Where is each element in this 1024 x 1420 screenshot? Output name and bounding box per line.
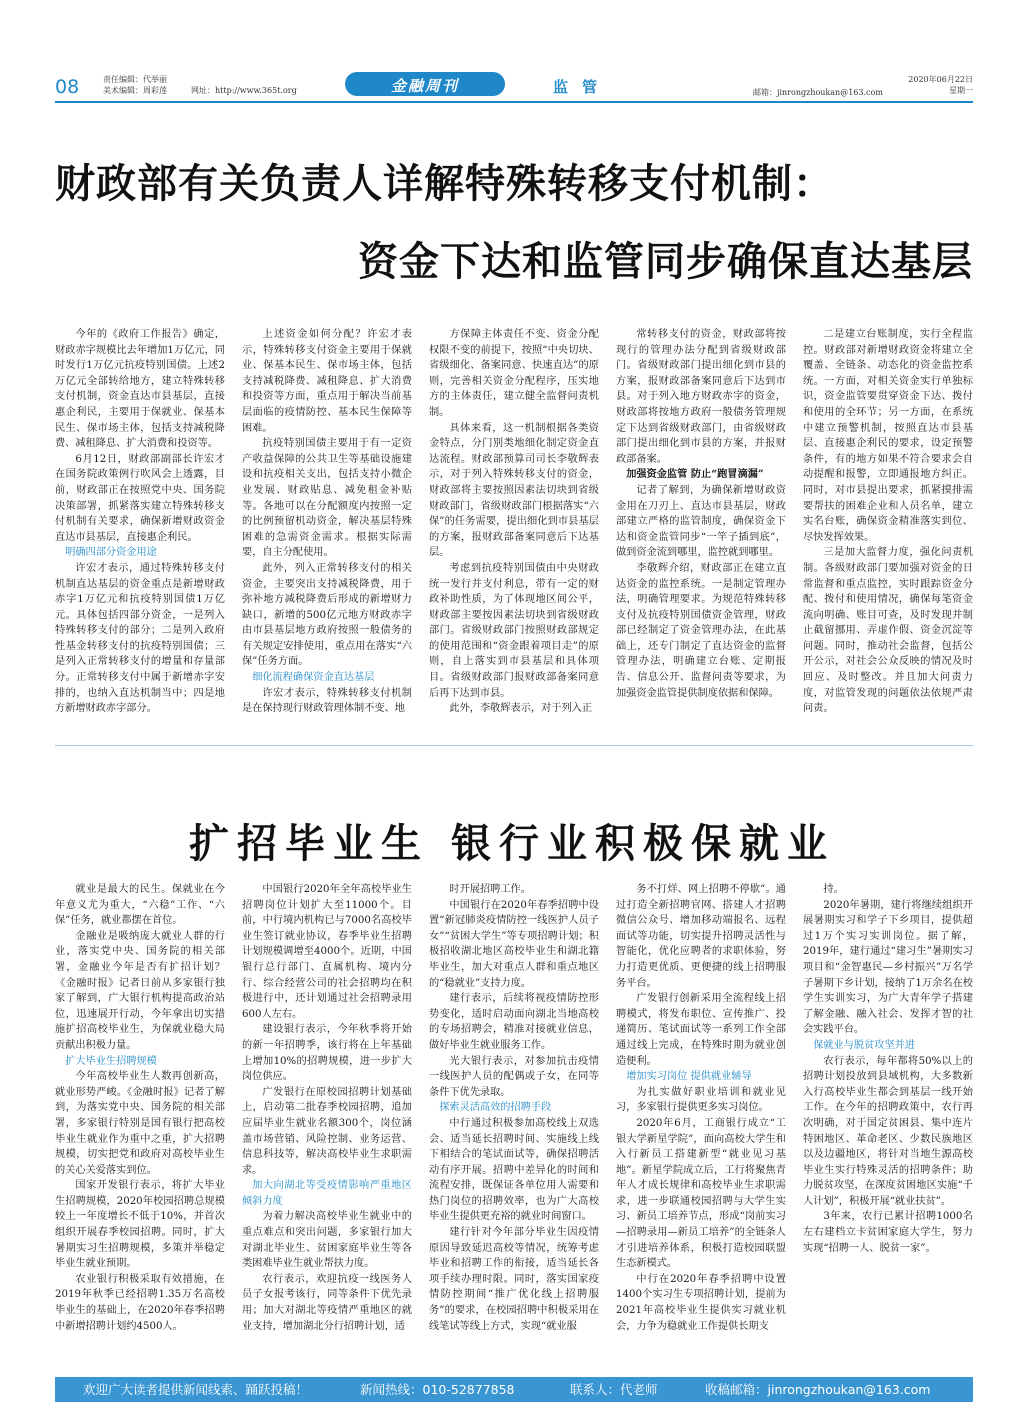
subheading: 探索灵活高效的招聘手段 [439, 1102, 552, 1114]
paragraph: 李敬辉介绍，财政部正在建立直达资金的监控系统。一是制定管理办法，明确管理要求。为规范特殊转移支付及抗疫特别国债资金管理，财政部已经制定了资金管理办法，在此基础上，还专门制定了直达资金的监督管理办法，明确建立台账、定期报告、信息公开、监督问责等要求，为加强资金监管提供制度依据和保障。 [616, 562, 786, 699]
paragraph: 农业银行积极采取有效措施，在2019年秋季已经招聘1.35万名高校毕业生的基础上，在2020年春季招聘中新增招聘计划约4500人。 [55, 1273, 225, 1332]
footer-hotline: 新闻热线：010-52877858 [360, 1382, 515, 1397]
column-2 [242, 327, 412, 727]
article1-title-line1: 财政部有关负责人详解特殊转移支付机制： [55, 160, 834, 207]
paragraph: 中行通过积极参加高校线上双选会、适当延长招聘时间、实施线上线下相结合的笔试面试等，确保招聘活动有序开展。招聘中差异化的时间和流程安排，既保证各单位用人需要和热门岗位的招聘效率，也为广大高校毕业生提供更充裕的就业时间窗口。 [429, 1117, 599, 1223]
paragraph: 中国银行在2020年春季招聘中设置“新冠肺炎疫情防控一线医护人员子女”“贫困大学生”等专项招聘计划；积极招收湖北地区高校毕业生和湖北籍毕业生，加大对重点人群和重点地区的“稳就业”支持力度。 [429, 899, 599, 989]
paragraph: 考虑到抗疫特别国债由中央财政统一发行并支付利息，带有一定的财政补助性质，为了体现地区间公平，财政部主要按因素法切块到省级财政部门。省级财政部门按照财政部规定的使用范围和“资金跟着项目走”的原则，自上落实到市县基层和具体项目。省级财政部门报财政部备案同意后再下达到市县。 [429, 562, 599, 699]
article2-body [55, 882, 973, 1358]
paragraph: 广发银行在原校园招聘计划基础上，启动第二批春季校园招聘，追加应届毕业生就业名额300个，岗位涵盖市场营销、风险控制、业务运营、信息科技等，解决高校毕业生求职需求。 [242, 1086, 412, 1176]
header-rule [55, 101, 973, 103]
date: 2020年06月22日 [908, 75, 973, 84]
article1-body [55, 327, 973, 727]
paragraph: 国家开发银行表示，将扩大毕业生招聘规模，2020年校园招聘总规模较上一年度增长不低于10%，并首次组织开展春季校园招聘。同时，扩大暑期实习生招聘规模，多策并举稳定毕业生就业预期。 [55, 1180, 225, 1270]
paragraph: 此外，李敬辉表示，对于列入正 [449, 703, 593, 715]
paragraph: 中国银行2020年全年高校毕业生招聘岗位计划扩大至11000个。目前，中行境内机构已与7000名高校毕业生签订就业协议，春季毕业生招聘计划规模调增至4000个。近期，中国银行总行部门、直属机构、境内分行、综合经营公司的社会招聘均在积极进行中，还计划通过社会招聘录用600人左右。 [242, 884, 412, 1020]
subheading: 加大向湖北等受疫情影响严重地区倾斜力度 [242, 1180, 412, 1207]
paragraph: 3年来，农行已累计招聘1000名左右建档立卡贫困家庭大学生，努力实现“招聘一人、脱贫一家”。 [803, 1211, 973, 1254]
paragraph: 常转移支付的资金，财政部将按现行的管理办法分配到省级财政部门。省级财政部门提出细化到市县的方案，报财政部备案同意后下达到市县。对于列入地方财政赤字的资金，财政部将按地方政府一般债务管理规定下达到省级财政部门，由省级财政部门提出细化到市县的方案，并报财政部备案。 [616, 329, 786, 465]
column-1 [55, 882, 225, 1358]
paragraph: 今年高校毕业生人数再创新高，就业形势严峻。《金融时报》记者了解到，为落实党中央、国务院的相关部署，多家银行特别是国有银行把高校毕业生就业作为重中之重，扩大招聘规模，切实把党和政府对高校毕业生的关心关爱落实到位。 [55, 1071, 225, 1176]
subheading: 增加实习岗位 提供就业辅导 [626, 1071, 752, 1083]
subheading: 明确四部分资金用途 [65, 547, 157, 559]
column-4 [616, 327, 786, 727]
column-3 [429, 882, 599, 1358]
paragraph: 农行表示，欢迎抗疫一线医务人员子女报考该行，同等条件下优先录用；加大对湖北等疫情严重地区的就业支持，增加湖北分行招聘计划，适 [242, 1273, 412, 1332]
paper-name-banner [345, 72, 505, 96]
subheading: 加强资金监管 防止“跑冒滴漏” [626, 468, 764, 481]
paragraph: 2020年6月，工商银行成立“工银大学新星学院”，面向高校大学生和入行新员工搭建新型“就业见习基地”。新星学院成立后，工行将聚焦青年人才成长规律和高校毕业生求职需求，进一步联通校园招聘与大学生实习、新员工培养节点，形成“岗前实习—招聘录用—新员工培养”的全链条人才引进培养体系，积极打造校园联盟生态新模式。 [616, 1117, 786, 1270]
article-divider [55, 745, 973, 746]
subheading: 扩大毕业生招聘规模 [65, 1055, 157, 1067]
article1-title-line2: 资金下达和监管同步确保直达基层 [358, 238, 973, 285]
paragraph: 2020年暑期，建行将继续组织开展暑期实习和学子下乡项目，提供超过1万个实习实训岗位。据了解，2019年，建行通过“建习生”暑期实习项目和“金智惠民—乡村振兴”万名学子暑期下乡计划，接纳了1万余名在校学生实训实习，为广大青年学子搭建了解金融、融入社会、发挥才智的社会实践平台。 [803, 899, 973, 1036]
paragraph: 此外，列入正常转移支付的相关资金，主要突出支持减税降费，用于弥补地方减税降费后形成的新增财力缺口，新增的500亿元地方财政赤字由市县基层地方政府按照一般债务的有关规定安排使用，重点用在落实“六保”任务方面。 [242, 562, 412, 668]
editor-info [103, 74, 167, 96]
paragraph: 建设银行表示，今年秋季将开始的新一年招聘季，该行将在上年基础上增加10%的招聘规模，进一步扩大岗位供应。 [242, 1024, 412, 1083]
footer-contact: 联系人：代老师 [570, 1382, 658, 1397]
paragraph: 今年的《政府工作报告》确定，财政赤字规模比去年增加1万亿元，同时发行1万亿元抗疫特别国债。上述2万亿元全部转给地方，建立特殊转移支付机制，资金直达市县基层，直接惠企利民，主要用于保就业、保基本民生、保市场主体，包括支持减税降费、减租降息、扩大消费和投资等。 [55, 329, 225, 450]
subheading: 细化流程确保资金直达基层 [252, 672, 375, 684]
website-url[interactable]: 网址：http://www.365t.org [191, 86, 297, 95]
column-4 [616, 882, 786, 1358]
column-1 [55, 327, 225, 727]
section-name: 监管 [553, 78, 612, 96]
paragraph: 二是建立台账制度，实行全程监控。财政部对新增财政资金将建立全覆盖、全链条、动态化的资金监控系统。一方面，对相关资金实行单独标识，资金监管要贯穿资金下达、拨付和使用的全环节；另一方面，在系统中建立预警机制，按照直达市县基层、直接惠企利民的要求，设定预警条件，有的地方如果不符合要求会自动提醒和报警，立即通报地方纠正。同时，对市县提出要求，抓紧摸排需要帮扶的困难企业和人员名单，建立实名台账，确保资金精准落实到位、尽快发挥效果。 [803, 329, 973, 543]
paragraph: 光大银行表示，对参加抗击疫情一线医护人员的配偶或子女，在同等条件下优先录取。 [429, 1055, 599, 1098]
paragraph: 时开展招聘工作。 [449, 884, 531, 895]
paragraph: 方保障主体责任不变、资金分配权限不变的前提下，按照“中央切块、省级细化、备案同意、快速直达”的原则，完善相关资金分配程序，压实地方的主体责任，建立健全监督问责机制。 [429, 329, 599, 418]
paragraph: 记者了解到，为确保新增财政资金用在刀刃上、直达市县基层，财政部建立严格的监管制度，确保资金下达和资金监管同步“一竿子插到底”，做到资金流到哪里，监控就到哪里。 [616, 484, 786, 559]
footer-mailbox: 收稿邮箱：jinrongzhoukan@163.com [705, 1382, 931, 1397]
column-5 [803, 882, 973, 1358]
page-header [55, 70, 973, 100]
paragraph: 中行在2020年春季招聘中设置1400个实习生专项招聘计划，提前为2021年高校毕业生提供实习就业机会，力争为稳就业工作提供长期支 [616, 1273, 786, 1332]
paragraph: 建行针对今年部分毕业生因疫情原因导致延迟高校等情况，统筹考虑毕业和招聘工作的衔接，适当延长各项手续办理时限。同时，落实国家疫情防控期间“推广优化线上招聘服务”的要求，在校园招聘中积极采用在线笔试等线上方式，实现“就业服 [429, 1227, 599, 1332]
paragraph: 具体来看，这一机制根据各类资金特点，分门别类地细化制定资金直达流程。财政部预算司司长李敬辉表示，对于列入特殊转移支付的资金，财政部将主要按照因素法切块到省级财政部门，省级财政部门根据落实“六保”的任务需要，提出细化到市县基层的方案，报财政部备案同意后下达基层。 [429, 422, 599, 559]
column-5 [803, 327, 973, 727]
paragraph: 就业是最大的民生。保就业在今年意义尤为重大，“六稳”工作、“六保”任务，就业都摆在首位。 [55, 884, 225, 927]
paragraph: 抗疫特别国债主要用于有一定资产收益保障的公共卫生等基础设施建设和抗疫相关支出，包括支持小微企业发展、财政贴息、减免租金补贴等。各地可以在分配额度内按照一定的比例预留机动资金，解决基层特殊困难的急需资金需求。根据实际需要，自主分配使用。 [242, 438, 412, 559]
paragraph: 农行表示，每年都将50%以上的招聘计划投放到县域机构，大多数新入行高校毕业生都会到基层一线开始工作。在今年的招聘政策中，农行再次明确，对于国定贫困县、集中连片特困地区、革命老区、少数民族地区以及边疆地区，将针对当地生源高校毕业生实行特殊灵活的招聘条件；助力脱贫攻坚，在深度贫困地区实施“千人计划”，积极开展“就业扶贫”。 [803, 1055, 973, 1207]
paragraph: 许宏才表示，特殊转移支付机制是在保持现行财政管理体制不变、地 [242, 687, 412, 715]
paragraph: 建行表示，后续将视疫情防控形势变化，适时启动面向湖北当地高校的专场招聘会，精准对接就业信息，做好毕业生就业服务工作。 [429, 993, 599, 1051]
column-3 [429, 327, 599, 727]
paragraph: 上述资金如何分配？许宏才表示，特殊转移支付资金主要用于保就业、保基本民生、保市场主体，包括支持减税降费、减租降息、扩大消费和投资等方面，重点用于解决当前基层面临的疫情防控、基本民生保障等困难。 [242, 329, 412, 434]
subheading: 保就业与脱贫攻坚并进 [813, 1039, 916, 1051]
article2-title: 扩招毕业生 银行业积极保就业 [189, 820, 835, 867]
page-number: 08 [55, 76, 80, 98]
paragraph: 6月12日，财政部副部长许宏才在国务院政策例行吹风会上透露，目前，财政部正在按照党中央、国务院决策部署，抓紧落实建立特殊转移支付机制有关要求，确保新增财政资金直达市县基层，直接惠企利民。 [55, 453, 225, 543]
paper-name: 金融周刊 [390, 77, 459, 95]
responsible-editor: 责任编辑：代举丽 [103, 75, 167, 84]
footer-bar [55, 1377, 973, 1402]
footer-slogan: 欢迎广大读者提供新闻线索、踊跃投稿！ [83, 1382, 309, 1397]
paragraph: 持。 [823, 884, 844, 895]
art-editor: 美术编辑：周彩莲 [103, 86, 167, 95]
paragraph: 广发银行创新采用全流程线上招聘模式，将发布职位、宣传推广、投递简历、笔试面试等一系列工作全部通过线上完成，在特殊时期为就业创造便利。 [616, 993, 786, 1067]
paragraph: 务不打烊、网上招聘不停歇”。通过打造全新招聘官网、搭建人才招聘微信公众号、增加移动端报名、远程面试等功能，切实提升招聘灵活性与智能化，优化应聘者的求职体验，努力打造更优质、更便捷的线上招聘服务平台。 [616, 884, 786, 989]
weekday: 星期一 [949, 86, 973, 95]
paragraph: 三是加大监督力度，强化问责机制。各级财政部门要加强对资金的日常监督和重点监控，实时跟踪资金分配、拨付和使用情况，确保每笔资金流向明确、账目可查，及时发现并制止截留挪用、弄虚作假、资金沉淀等问题。同时，推动社会监督，包括公开公示，对社会公众反映的情况及时回应、及时整改。并且加大问责力度，对监管发现的问题依法依规严肃问责。 [803, 547, 973, 715]
paragraph: 金融业是吸纳庞大就业人群的行业，落实党中央、国务院的相关部署，金融业今年是否有扩招计划？《金融时报》记者日前从多家银行独家了解到，广大银行机构提高政治站位，迅速展开行动，今年拿出切实措施扩招高校毕业生，为保就业稳大局贡献出积极力量。 [55, 930, 225, 1051]
header-email[interactable]: 邮箱：jinrongzhoukan@163.com [753, 88, 883, 97]
paragraph: 许宏才表示，通过特殊转移支付机制直达基层的资金重点是新增财政赤字1万亿元和抗疫特别国债1万亿元。具体包括四部分资金，一是列入特殊转移支付的部分；二是列入政府性基金转移支付的抗疫特别国债；三是列入正常转移支付的增量和存量部分。正常转移支付中属于新增赤字安排的，也纳入直达机制当中；四是地方新增财政赤字部分。 [55, 562, 225, 715]
paragraph: 为扎实做好职业培训和就业见习，多家银行提供更多实习岗位。 [616, 1086, 786, 1114]
column-2 [242, 882, 412, 1358]
paragraph: 为着力解决高校毕业生就业中的重点难点和突出问题，多家银行加大对湖北毕业生、贫困家庭毕业生等各类困难毕业生就业帮扶力度。 [242, 1211, 412, 1270]
issue-date [908, 74, 973, 96]
